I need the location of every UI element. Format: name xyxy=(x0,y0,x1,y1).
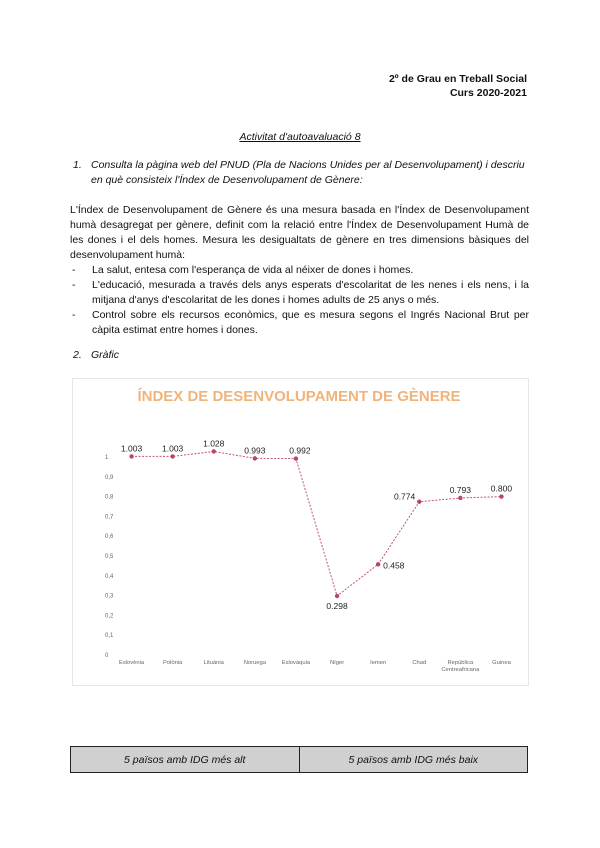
y-tick-label: 0,5 xyxy=(105,554,114,560)
idg-table-header xyxy=(70,746,528,773)
highest-idg-header: 5 països amb IDG més alt xyxy=(124,753,246,766)
question-1-text: Consulta la pàgina web del PNUD (Pla de Nacions Unides per al Desenvolupament) i descriu en què consisteix l'Índex de Desenvolupament de Gènere: xyxy=(91,159,525,186)
y-tick-label: 0,7 xyxy=(105,514,114,521)
y-tick-label: 0,3 xyxy=(105,593,114,600)
x-axis-labels xyxy=(119,660,512,673)
y-tick-label: 0,2 xyxy=(105,613,114,620)
y-tick-label: 0,1 xyxy=(105,633,114,640)
series-line xyxy=(132,451,502,596)
x-tick-label: Eslovàquia xyxy=(281,660,311,666)
gdi-chart xyxy=(72,378,529,686)
data-point xyxy=(417,500,421,504)
x-tick-label: Eslovènia xyxy=(118,660,145,666)
list-item xyxy=(70,278,529,308)
x-tick-label: Chad xyxy=(412,660,427,666)
data-label: 0.774 xyxy=(393,491,416,502)
data-point xyxy=(376,562,380,566)
x-tick-label: República xyxy=(447,660,474,666)
data-label: 1.003 xyxy=(120,443,143,454)
data-label: 0.992 xyxy=(289,445,311,456)
question-2-text: Gràfic xyxy=(91,349,120,361)
data-point xyxy=(253,456,257,460)
y-tick-label: 0,9 xyxy=(105,474,114,481)
y-tick-label: 0 xyxy=(105,653,109,659)
y-tick-label: 0,6 xyxy=(105,534,114,541)
course-header xyxy=(389,72,527,100)
question-1 xyxy=(73,158,531,188)
course-year-line: Curs 2020-2021 xyxy=(449,87,527,99)
y-axis-ticks xyxy=(105,455,114,659)
x-tick-label: Polònia xyxy=(162,660,183,666)
list-item xyxy=(70,308,529,338)
bullet-marker: - xyxy=(72,264,76,276)
data-point xyxy=(129,454,133,458)
bullet-marker: - xyxy=(72,309,76,321)
question-2 xyxy=(73,349,120,361)
chart-svg xyxy=(73,379,530,687)
x-tick-label: Noruega xyxy=(243,660,266,666)
x-tick-label: Guinea xyxy=(492,660,511,666)
data-label: 0.793 xyxy=(449,484,471,495)
data-point xyxy=(170,454,174,458)
question-1-number: 1. xyxy=(73,159,82,171)
degree-line: 2º de Grau en Treball Social xyxy=(388,73,527,85)
data-points xyxy=(129,449,503,598)
x-tick-label: Lituània xyxy=(203,660,224,666)
data-label: 0.993 xyxy=(244,445,266,456)
bullet-marker: - xyxy=(72,279,76,291)
data-point xyxy=(335,594,339,598)
intro-paragraph: L'Índex de Desenvolupament de Gènere és una mesura basada en l'Índex de Desenvolupament humà desagregat per gènere, definit com la relació entre l'Índex de Desenvolupament Humà de les dones i el dels homes. Mesura les desigualtats de gènere en tres dimensions bàsiques del desenvolupament humà: xyxy=(70,204,529,261)
activity-title: Activitat d'autoavaluació 8 xyxy=(239,131,361,143)
data-label: 0.458 xyxy=(383,560,405,571)
data-label: 1.003 xyxy=(162,443,184,454)
list-item xyxy=(70,263,529,278)
y-tick-label: 1 xyxy=(105,455,109,461)
x-tick-label: Níger xyxy=(329,660,345,666)
x-tick-label: Iemen xyxy=(370,660,387,666)
x-tick-label: Centreafricana xyxy=(441,667,480,673)
list-item-text: Control sobre els recursos econòmics, que es mesura segons el Ingrés Nacional Brut per càpita estimat entre homes i dones. xyxy=(92,309,529,336)
lowest-idg-header: 5 països amb IDG més baix xyxy=(299,747,528,772)
data-point xyxy=(499,494,503,498)
data-label: 0.298 xyxy=(326,600,348,611)
series-line-group xyxy=(132,451,502,596)
data-point xyxy=(458,496,462,500)
list-item-text: L'educació, mesurada a través dels anys esperats d'escolaritat de les nenes i els nens, i la mitjana d'anys d'escolaritat de les dones i homes adults de 25 anys o més. xyxy=(92,279,529,306)
y-tick-label: 0,4 xyxy=(105,573,114,580)
chart-title: ÍNDEX DE DESENVOLUPAMENT DE GÈNERE xyxy=(137,388,461,405)
y-tick-label: 0,8 xyxy=(105,494,114,501)
dimension-list xyxy=(70,263,529,338)
list-item-text: La salut, entesa com l'esperança de vida al néixer de dones i homes. xyxy=(92,264,414,276)
question-2-number: 2. xyxy=(73,349,82,361)
data-labels xyxy=(121,438,512,611)
data-point xyxy=(294,456,298,460)
data-point xyxy=(212,449,216,453)
data-label: 0.800 xyxy=(490,483,513,494)
data-label: 1.028 xyxy=(203,438,225,449)
